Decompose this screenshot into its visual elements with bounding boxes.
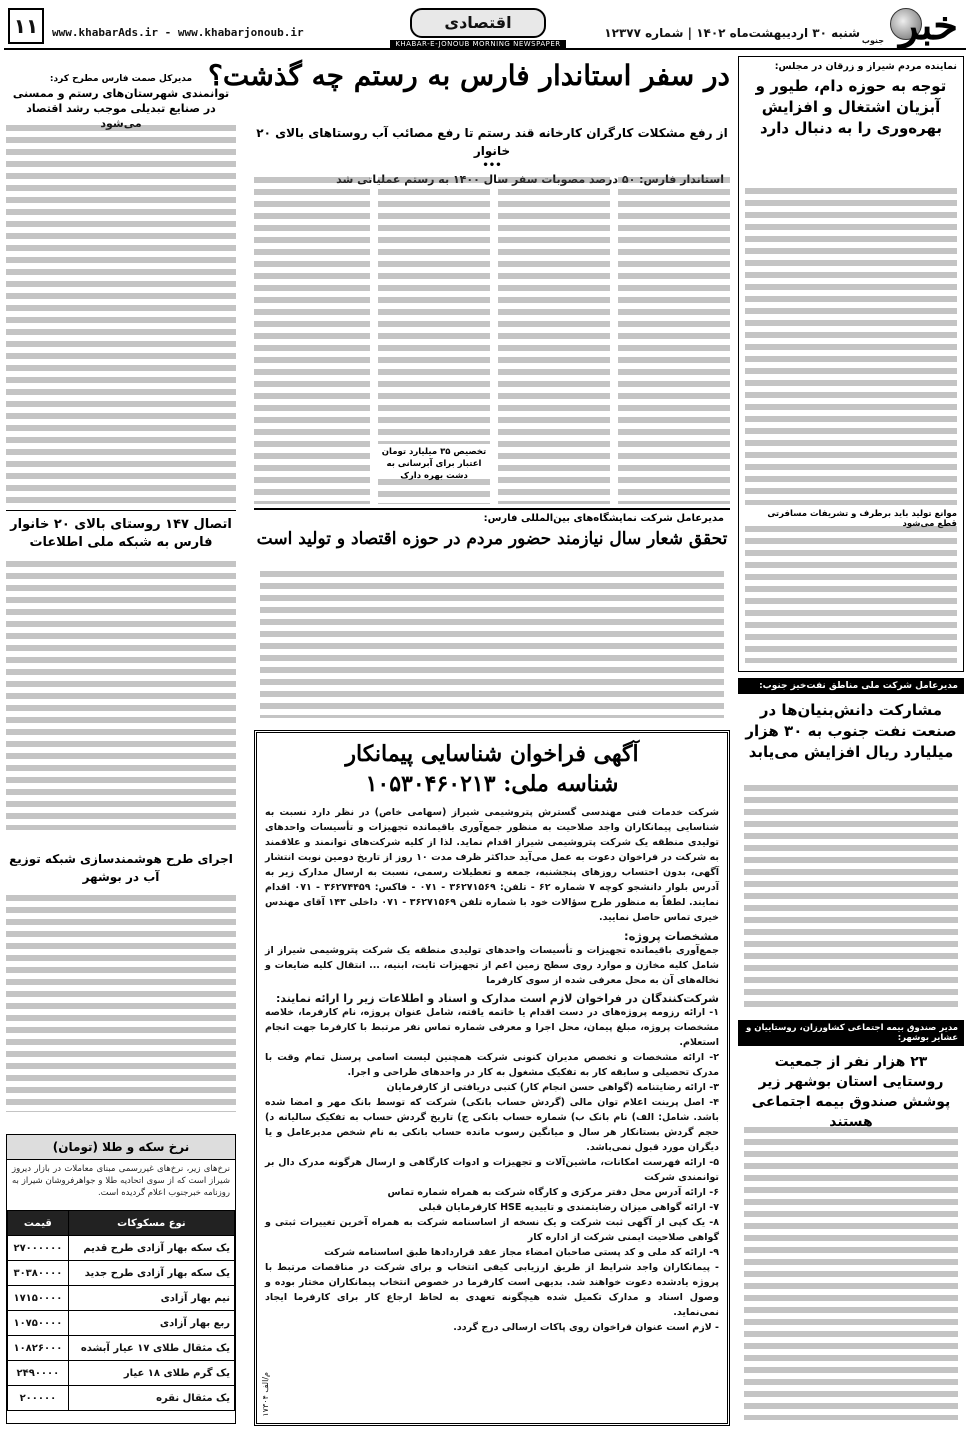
ad-title: آگهی فراخوان شناسایی پیمانکار bbox=[345, 741, 639, 767]
gold-name: یک گرم طلای ۱۸ عیار bbox=[68, 1361, 234, 1386]
left-top-story bbox=[6, 74, 236, 504]
left-low-story bbox=[6, 850, 236, 1114]
main-dots: ••• bbox=[482, 160, 502, 171]
table-row bbox=[8, 1286, 235, 1311]
gold-price: ۳۰۳۸۰۰۰۰ bbox=[8, 1261, 69, 1286]
right-mid-story bbox=[738, 678, 964, 1016]
table-row bbox=[8, 1236, 235, 1261]
list-item: ۸- یک کپی از آگهی ثبت شرکت و یک نسخه از اساسنامه شرکت به همراه آخرین تغییرات ثبتی و گواهی صلاحیت ایمنی شرکت از اداره کار bbox=[265, 1217, 719, 1243]
right-top-body bbox=[745, 185, 957, 505]
right-mid-headline: مشارکت دانش‌بنیان‌ها در صنعت نفت جنوب به ۳۰ هزار میلیارد ریال افزایش می‌یابد bbox=[745, 701, 957, 761]
list-item: ۴- اصل پرینت اعلام توان مالی (گردش حساب بانکی) شرکت که توسط بانک مهر و امضا شده باشد. شامل: الف) نام بانک ب) شماره حساب بانکی ج) تاریخ گردش حساب به تفکیک سالیانه د) حجم گردش بستانکار هر سال و میانگین رسوب مانده حساب بانکی به نام شخص مدیرعامل و یا دیگران مورد قبول نمی‌باشد. bbox=[265, 1097, 719, 1153]
logo bbox=[861, 2, 962, 49]
gold-name: یک مثقال نقره bbox=[68, 1386, 234, 1411]
main-body-col-1 bbox=[618, 174, 730, 504]
mid-body bbox=[260, 568, 724, 718]
gold-title: نرخ سکه و طلا (تومان) bbox=[7, 1135, 235, 1160]
gold-price: ۲۴۹۰۰۰۰ bbox=[8, 1361, 69, 1386]
ad-item-list bbox=[265, 1005, 719, 1335]
ad-intro: شرکت خدمات فنی مهندسی گسترش پتروشیمی شیراز (سهامی خاص) در نظر دارد نسبت به شناسایی پیمانکاران واجد صلاحیت به منظور جمع‌آوری باقیمانده تجهیزات و تأسیسات واحدهای تولیدی منطقه یک شرکت پتروشیمی شیراز اقدام نماید. لذا از کلیه شرکت‌های توانمند و علاقمند به شرکت در فراخوان دعوت به عمل می‌آید حداکثر ظرف مدت ۱۰ روز از تاریخ دومین نوبت انتشار آگهی، بدون احتساب روزهای پنجشنبه، جمعه و تعطیلات رسمی، نسبت به ارسال مدارک زیر به آدرس بلوار دانشجو کوچه ۷ شماره ۶۲ - تلفن: ۳۶۲۷۱۵۶۹ - ۰۷۱ - فاکس: ۳۶۲۷۴۴۵۹ - ۰۷۱ اقدام نمایند. لطفاً به منظور طرح سؤالات خود با شماره تلفن ۳۶۲۷۱۵۶۹ - ۰۷۱ داخلی ۱۴۳ آقای مهندس خیری تماس حاصل نمایید. bbox=[265, 807, 719, 923]
list-item: ۳- ارائه رضایتنامه (گواهی حسن انجام کار) کتبی دریافتی از کارفرمایان bbox=[386, 1082, 719, 1093]
logo-subtext: جنوب bbox=[861, 36, 884, 45]
list-item: - لازم است عنوان فراخوان روی پاکات ارسالی درج گردد. bbox=[453, 1322, 719, 1333]
gold-price: ۱۰۷۵۰۰۰۰ bbox=[8, 1311, 69, 1336]
main-story bbox=[208, 56, 730, 506]
list-item: ۵- ارائه فهرست امکانات، ماشین‌آلات و تجهیزات و ادوات کارگاهی و ارسال هرگونه مدرک دال بر توانمندی شرکت bbox=[265, 1157, 719, 1183]
ad-spec: جمع‌آوری باقیمانده تجهیزات و تأسیسات واحدهای تولیدی منطقه یک شرکت پتروشیمی شیراز از شامل کلیه مخازن و موارد روی سطح زمین اعم از تجهیزات ثابت، ابنیه، ... انتقال کلیه ضایعات و نخاله‌های آن به محل معرفی شده از سوی کارفرما bbox=[265, 945, 719, 986]
main-inline-heading: تخصیص ۳۵ میلیارد تومان اعتبار برای آبرسانی به دشت بهره دارک bbox=[381, 447, 487, 481]
list-item: ۹- ارائه کد ملی و کد پستی صاحبان امضاء مجاز عقد قرارداد‌ها طبق اساسنامه شرکت bbox=[324, 1247, 719, 1258]
right-low-story bbox=[738, 1020, 964, 1424]
main-headline: در سفر استاندار فارس به رستم چه گذشت؟ bbox=[208, 59, 730, 92]
main-body-col-4 bbox=[254, 174, 370, 504]
gold-price: ۲۰۰۰۰۰ bbox=[8, 1386, 69, 1411]
list-item: ۷- ارائه گواهی میزان رضایتمندی و تاییدیه HSE کارفرمایان قبلی bbox=[418, 1202, 719, 1213]
table-row bbox=[8, 1261, 235, 1286]
right-low-kicker: مدیر صندوق بیمه اجتماعی کشاورزان، روستاییان و عشایر بوشهر: bbox=[738, 1020, 964, 1046]
list-item: ۱- ارائه رزومه پروژه‌های در دست اقدام یا خاتمه یافته، شامل عنوان پروژه، نام کارفرما، خلاصه مشخصات پروژه، مبلغ پیمان، محل اجرا و معرفی شماره تماس نفر مرتبط با کارفرما جهت انجام استعلام. bbox=[265, 1007, 719, 1048]
right-low-headline: ۲۳ هزار نفر از جمعیت روستایی استان بوشهر زیر پوشش صندوق بیمه اجتماعی هستند bbox=[751, 1054, 951, 1130]
main-body-col-3 bbox=[378, 174, 490, 444]
section-title: اقتصادی bbox=[444, 13, 512, 32]
left-top-kicker: مدیرکل صمت فارس مطرح کرد: bbox=[49, 74, 193, 84]
right-low-body bbox=[744, 1124, 958, 1420]
gold-table bbox=[7, 1210, 235, 1411]
logo-text: خبر bbox=[899, 2, 958, 49]
websites[interactable]: www.khabarAds.ir - www.khabarjonoub.ir bbox=[52, 26, 304, 39]
main-body-col-3b bbox=[378, 476, 490, 504]
main-body-col-2 bbox=[498, 174, 610, 504]
masthead bbox=[4, 2, 966, 50]
left-low-body bbox=[6, 892, 236, 1112]
list-item: - پیمانکاران واجد شرایط از طریق ارزیابی کیفی انتخاب و برای شرکت در مناقصات مرتبط با پروژه یادشده دعوت خواهند شد. بدیهی است کارفرما در خصوص انتخاب پیمانکاران مختار بوده و وصول اسناد و مدارک تکمیل شده هیچگونه تعهدی به لحاظ ارجاع کار برای کارفرما ایجاد نمی‌نماید. bbox=[265, 1262, 719, 1318]
gold-name: ربع بهار آزادی bbox=[68, 1311, 234, 1336]
gold-name: یک سکه بهار آزادی طرح قدیم bbox=[68, 1236, 234, 1261]
gold-price: ۱۰۸۲۶۰۰۰ bbox=[8, 1336, 69, 1361]
main-subhead: از رفع مشکلات کارگران کارخانه قند رستم تا رفع مصائب آب روستاهای بالای ۲۰ خانوار bbox=[256, 126, 728, 158]
table-row bbox=[8, 1311, 235, 1336]
section-box bbox=[410, 8, 546, 38]
mid-kicker: مدیرعامل شرکت نمایشگاه‌های بین‌المللی فارس: bbox=[483, 513, 724, 524]
right-mid-body bbox=[744, 782, 958, 1010]
gold-name: یک مثقال طلای ۱۷ عیار آبشده bbox=[68, 1336, 234, 1361]
gold-col-price: قیمت bbox=[8, 1211, 69, 1236]
left-mid-body bbox=[6, 558, 236, 830]
gold-price-box bbox=[6, 1134, 236, 1424]
main-subhead2: استاندار فارس: ۵۰ درصد مصوبات سفر سال ۱۴۰۰ به رستم عملیاتی شد bbox=[336, 173, 724, 186]
ad-national-id: شناسه ملی: ۱۰۵۳۰۴۶۰۲۱۳ bbox=[365, 771, 619, 797]
ad-spec-heading: مشخصات پروژه: bbox=[624, 929, 719, 943]
english-name: KHABAR-E-JONOUB MORNING NEWSPAPER bbox=[390, 40, 566, 48]
page-number: ۱۱ bbox=[8, 8, 44, 44]
left-top-body bbox=[6, 122, 236, 504]
ad-docs-heading: شرکت‌کنندگان در فراخوان لازم است مدارک و اسناد و اطلاعات زیر را ارائه نمایند: bbox=[275, 992, 719, 1005]
right-top-story bbox=[738, 56, 964, 672]
mid-story bbox=[254, 508, 730, 722]
right-top-body-2 bbox=[745, 523, 957, 663]
left-mid-story bbox=[6, 516, 236, 836]
left-mid-headline: اتصال ۱۴۷ روستای بالای ۲۰ خانوار فارس به شبکه ملی اطلاعات bbox=[10, 517, 232, 550]
ad-box bbox=[254, 730, 730, 1426]
mid-headline: تحقق شعار سال نیازمند حضور مردم در حوزه اقتصاد و تولید است bbox=[256, 529, 728, 549]
table-row bbox=[8, 1361, 235, 1386]
gold-price: ۲۷۰۰۰۰۰۰ bbox=[8, 1236, 69, 1261]
right-top-headline: توجه به حوزه دام، طیور و آبزیان اشتغال و افزایش بهره‌وری را به دنبال دارد bbox=[755, 77, 947, 137]
divider bbox=[6, 510, 236, 511]
left-low-headline: اجرای طرح هوشمندسازی شبکه توزیع آب در بوشهر bbox=[9, 852, 233, 884]
table-row bbox=[8, 1336, 235, 1361]
table-row bbox=[8, 1386, 235, 1411]
right-top-kicker: نماینده مردم شیراز و زرقان در مجلس: bbox=[774, 61, 957, 72]
right-mid-kicker: مدیرعامل شرکت ملی مناطق نفت‌خیز جنوب: bbox=[738, 678, 964, 694]
list-item: ۶- ارائه آدرس محل دفتر مرکزی و کارگاه شرکت به همراه شماره تماس bbox=[387, 1187, 719, 1198]
list-item: ۲- ارائه مشخصات و تخصص مدیران کنونی شرکت همچنین لیست اسامی پرسنل تمام وقت با مدرک تحصیلی و سابقه کار به تفکیک مشغول به کار در واحدهای طراحی و اجرا. bbox=[265, 1052, 719, 1078]
ad-code: م/الف ۱۷۳۰۴ bbox=[261, 1372, 270, 1417]
gold-col-name: نوع مسکوکات bbox=[68, 1211, 234, 1236]
gold-name: نیم بهار آزادی bbox=[68, 1286, 234, 1311]
gold-price: ۱۷۱۵۰۰۰۰ bbox=[8, 1286, 69, 1311]
date-line: شنبه ۳۰ اردیبهشت‌ماه ۱۴۰۲ | شماره ۱۲۳۷۷ bbox=[604, 26, 860, 40]
gold-note: نرخ‌های زیر، نرخ‌های غیررسمی مبنای معاملات در بازار دیروز شیراز است که از سوی اتحادیه طلا و جواهرفروشان شیراز به روزنامه خبرجنوب اعلام گردیده است. bbox=[12, 1164, 230, 1198]
right-top-inline-heading: موانع تولید باید برطرف و تشریفات مسافرتی قطع می‌شود bbox=[767, 509, 957, 529]
gold-name: یک سکه بهار آزادی طرح جدید bbox=[68, 1261, 234, 1286]
left-top-headline: توانمندی شهرستان‌های رستم و ممسنی در صنایع تبدیلی موجب رشد اقتصاد می‌شود bbox=[12, 87, 230, 130]
